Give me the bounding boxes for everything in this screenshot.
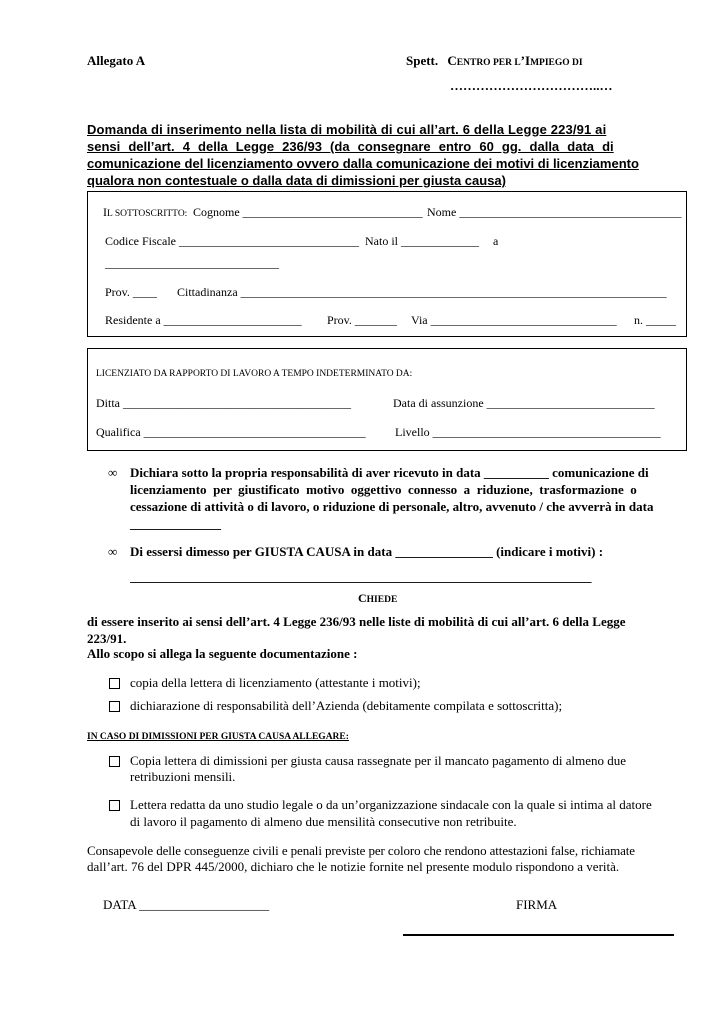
declaration-1-line-2: licenziamento per giustificato motivo oggettivo connesso a riduzione, trasformazione o xyxy=(130,482,637,497)
consapevole-line-2: dall’art. 76 del DPR 445/2000, dichiaro che le notizie fornite nel presente modulo rispondono a verità. xyxy=(87,859,620,874)
dimissioni-heading: IN CASO DI DIMISSIONI PER GIUSTA CAUSA ALLEGARE: xyxy=(87,732,349,742)
firma-label: FIRMA xyxy=(516,897,558,912)
checkbox-lettera-dimissioni[interactable] xyxy=(109,756,120,767)
doc-item-4-line-1: Lettera redatta da uno studio legale o da un’organizzazione sindacale con la quale si intima al datore xyxy=(130,797,652,812)
infinity-bullet-icon: ∞ xyxy=(108,465,118,480)
doc-item-1: copia della lettera di licenziamento (attestante i motivi); xyxy=(130,675,421,690)
data-field[interactable]: DATA ____________________ xyxy=(103,897,270,912)
prov-residenza-field[interactable]: Prov. _______ xyxy=(327,313,397,327)
ditta-field[interactable]: Ditta ______________________________________ xyxy=(96,396,351,410)
doc-item-4-line-2: di lavoro il pagamento di almeno due mensilità consecutive non retribuite. xyxy=(130,814,517,829)
chiede-heading: CHIEDE xyxy=(358,591,398,605)
title-line-1: Domanda di inserimento nella lista di mobilità di cui all’art. 6 della Legge 223/91 ai xyxy=(87,122,607,137)
title-line-3: comunicazione del licenziamento ovvero dalla comunicazione dei motivi di licenziamento xyxy=(87,156,639,171)
impiego-label: MPIEGO DI xyxy=(530,58,583,68)
checkbox-licenziamento[interactable] xyxy=(109,678,120,689)
title-line-4: qualora non contestuale o dalla data di dimissioni per giusta causa) xyxy=(87,173,506,188)
prov-nascita-field[interactable]: Prov. ____ xyxy=(105,285,157,299)
luogo-nascita-field[interactable]: _____________________________ xyxy=(105,256,279,270)
nome-field[interactable]: Nome _____________________________________ xyxy=(427,205,682,219)
recipient-header xyxy=(406,53,583,69)
employment-heading: LICENZIATO DA RAPPORTO DI LAVORO A TEMPO INDETERMINATO DA: xyxy=(96,369,413,379)
sottoscritto-label: IL SOTTOSCRITTO: xyxy=(103,205,188,219)
signature-line[interactable] xyxy=(403,934,674,936)
cognome-field[interactable]: Cognome ______________________________ xyxy=(193,205,423,219)
livello-field[interactable]: Livello ______________________________________ xyxy=(395,425,661,439)
doc-item-3-line-2: retribuzioni mensili. xyxy=(130,769,236,784)
chiede-paragraph-line-1: di essere inserito ai sensi dell’art. 4 Legge 236/93 nelle liste di mobilità di cui all’art. 6 della Legge xyxy=(87,614,626,629)
chiede-paragraph-line-2: 223/91. xyxy=(87,631,127,646)
title-line-2: sensi dell’art. 4 della Legge 236/93 (da consegnare entro 60 gg. dalla data di xyxy=(87,139,614,154)
apostrophe: ’ xyxy=(520,53,525,68)
spett-label: Spett. xyxy=(406,53,439,68)
civico-field[interactable]: n. _____ xyxy=(634,313,676,327)
infinity-bullet-icon: ∞ xyxy=(108,544,118,559)
declaration-1-line-1: Dichiara sotto la propria responsabilità di aver ricevuto in data __________ comunicazione di xyxy=(130,465,649,480)
qualifica-field[interactable]: Qualifica _____________________________________ xyxy=(96,425,366,439)
via-field[interactable]: Via _______________________________ xyxy=(411,313,617,327)
allegato-label: Allegato A xyxy=(87,53,146,68)
data-assunzione-field[interactable]: Data di assunzione ____________________________ xyxy=(393,396,655,410)
declaration-2-motivi-field[interactable]: _______________________________________________________________________ xyxy=(130,569,592,584)
centro-initial: C xyxy=(447,53,457,68)
cittadinanza-field[interactable]: Cittadinanza _______________________________________________________________________ xyxy=(177,285,667,299)
codice-fiscale-field[interactable]: Codice Fiscale ______________________________ xyxy=(105,234,359,248)
doc-item-2: dichiarazione di responsabilità dell’Azienda (debitamente compilata e sottoscritta); xyxy=(130,698,563,713)
consapevole-line-1: Consapevole delle conseguenze civili e penali previste per coloro che rendono attestazioni false, richiamate xyxy=(87,843,635,858)
nato-il-field[interactable]: Nato il _____________ xyxy=(365,234,479,248)
checkbox-lettera-legale[interactable] xyxy=(109,800,120,811)
recipient-dots: ……………………………..… xyxy=(450,78,613,93)
documentation-intro: Allo scopo si allega la seguente documentazione : xyxy=(87,646,358,661)
centro-label: ENTRO PER L xyxy=(456,58,521,68)
checkbox-dichiarazione-azienda[interactable] xyxy=(109,701,120,712)
residente-field[interactable]: Residente a _______________________ xyxy=(105,313,302,327)
declaration-2-text[interactable]: Di essersi dimesso per GIUSTA CAUSA in data _______________ (indicare i motivi) : xyxy=(130,544,604,559)
doc-item-3-line-1: Copia lettera di dimissioni per giusta causa rassegnate per il mancato pagamento di almeno due xyxy=(130,753,627,768)
declaration-1-line-3: cessazione di attività o di lavoro, o riduzione di personale, altro, avvenuto / che avverrà in data xyxy=(130,499,654,514)
luogo-nascita-label: a xyxy=(493,234,499,248)
impiego-initial: I xyxy=(525,53,531,68)
declaration-1-date-field[interactable]: ______________ xyxy=(130,516,221,531)
